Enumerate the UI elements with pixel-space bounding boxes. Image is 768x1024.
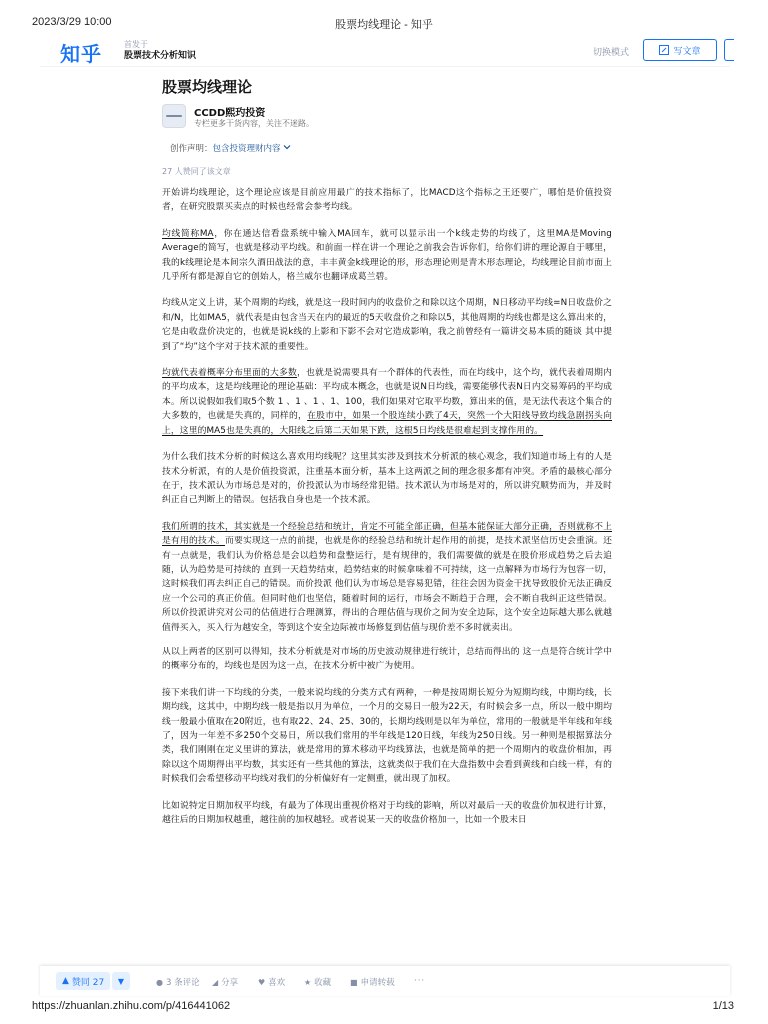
like-button[interactable] [258, 976, 285, 988]
cut-off-button[interactable] [724, 39, 734, 61]
write-article-label: 写文章 [673, 46, 701, 57]
likes-summary: 27 人赞同了该文章 [162, 167, 231, 176]
print-header [0, 0, 768, 38]
chevron-down-icon[interactable] [283, 143, 291, 151]
share-icon: ◢ [212, 977, 219, 987]
share-label: 分享 [221, 978, 239, 988]
triangle-down-icon: ▼ [117, 976, 125, 986]
comments-label: 3 条评论 [165, 978, 200, 988]
mode-switch-button[interactable]: 切换模式 [593, 48, 630, 58]
topbar-divider [40, 66, 730, 67]
write-article-button[interactable] [643, 39, 717, 61]
top-bar [40, 38, 730, 66]
paragraph-text: 比如说特定日期加权平均线，有最为了体现出重视价格对于均线的影响，所以对最后一天的收 [162, 800, 532, 811]
highlight-text: 均就代表着概率分布里面的大多数 [162, 368, 298, 379]
like-label: 喜欢 [268, 978, 286, 988]
star-icon: ★ [304, 977, 312, 987]
heart-icon: ♥ [258, 977, 266, 987]
share-button[interactable] [212, 976, 238, 988]
paragraph-9 [162, 799, 612, 828]
paragraph-7: 从以上两者的区别可以得知，技术分析就是对市场的历史波动规律进行统计，总结而得出的 这一点是符合统计学中的概率分布的，均线也是因为这一点，在技术分析中被广为使用。 [162, 646, 612, 672]
favorite-label: 收藏 [314, 978, 332, 988]
paragraph-text: 而要实现这一点的前提，也就是你的经验总结和统计起作用的前提，是技术派坚信历史会重演。还有一点就是，我们认为价格总是会以趋势和盘整运行，是有规律的，我们需要做的就是在股价形成趋势之后去追随，认为趋势是可持续的 直到一天趋势结束，趋势结束的时候拿味着不可持续，这一点解释为市场行为包容一切，这时候我们再去纠正自己的错误。而价投派 他们认为市场总是容易犯错，往往会因为资金干扰导致股价无法正确反应一个公司的真正价值。但同时他们也坚信，随着时间的运行，市场会不断趋于合理，会不断自我纠正这些错误。所以价投派讲究对公司的估值进行合理测算，得出的合理估值与现价之间为安全边际，这个安全边际越大那么就越值得买入，买入行为越安全，等到这个安全边际被市场修复到估值与现价差不多时就卖出。 [162, 536, 612, 633]
highlight-text: 在股市中，如果一个股连续小跌了4天，突然一个大阳线导致均线急剧拐头向上，这里的MA5也是失真的，大阳线之后第二天如果下跌，这根5日均线是很难起到支撑作用的。 [162, 411, 612, 436]
highlight-text: 我们所谓的技术，其实就是一个经验总结和统计，肯定不可能全部正确，但基本能保证大部分正确，否则就称不上是有用的技术。 [162, 521, 612, 547]
declaration-value[interactable]: 包含投资理财内容 [212, 144, 281, 154]
paragraph-3: 均线从定义上讲，某个周期的均线，就是这一段时间内的收盘价之和除以这个周期，N日移动平均线=N日收盘价之和/N，比如MA5，就代表是由包含当天在内的最近的5天收盘价之和除以5，其他周期的均线也都是这么算出来的，它是由收盘价决定的，也就是说k线的上影和下影不会对它造成影响，我之前曾经有一篇讲交易本质的随谈 其中提到了“均”这个字对于技术派的重要性。 [162, 298, 612, 352]
paragraph-6 [162, 520, 612, 635]
author-avatar[interactable] [162, 104, 186, 128]
print-url: https://zhuanlan.zhihu.com/p/416441062 [32, 1000, 231, 1012]
triangle-up-icon: ▲ [62, 976, 69, 986]
author-bio: 专栏更多干货内容，关注不迷路。 [194, 119, 314, 128]
repost-label: 申请转载 [360, 978, 395, 988]
author-name[interactable]: CCDD熙玓投资 [194, 108, 266, 119]
repost-request-button[interactable] [350, 976, 395, 988]
highlight-text: 均线简称MA [162, 228, 214, 239]
paragraph-2 [162, 227, 612, 285]
article-title: 股票均线理论 [162, 78, 253, 96]
print-doc-title: 股票均线理论 - 知乎 [335, 19, 433, 31]
paragraph-4 [162, 366, 612, 438]
vote-up-button[interactable] [56, 972, 110, 990]
paragraph-1: 开始讲均线理论，这个理论应该是目前应用最广的技术指标了，比MACD这个指标之王还要广，哪怕是价值投资者，在研究股票买卖点的时候也经常会参考均线。 [162, 188, 612, 213]
comments-button[interactable] [156, 976, 200, 988]
column-info[interactable] [124, 40, 196, 62]
column-prefix: 首发于 [124, 40, 148, 49]
declaration-label: 创作声明： [170, 144, 213, 154]
comment-icon: ● [156, 977, 163, 987]
creation-declaration [170, 142, 291, 154]
paragraph-5: 为什么我们技术分析的时候这么喜欢用均线呢？这里其实涉及到技术分析派的核心观念，我们知道市场上有的人是技术分析派，有的人是价值投资派，注重基本面分析，基本上这两派之间的理念很多都有冲突。矛盾的最核心部分在于，技术派认为市场总是对的，价投派认为市场经常犯错。技术派认为市场是对的，所以讲究顺势而为，并及时纠正自己判断上的错误。包括我自身也是一个技术派。 [162, 452, 612, 506]
favorite-button[interactable] [304, 976, 331, 988]
paragraph-text: 盘价加权进行计算，越往后的日期加权越重，越往前的加权越轻。或者说某一天的收盘价格加一，比如一个股末日 [162, 800, 612, 826]
paragraph-text: ，也就是说需要具有一个群体的代表性，而在均线中，这个均，就代表着周期内的平均成本，这是均线理论的理论基础：平均成本概念，也就是说N日均线，需要能够代表N日内交易筹码的平均成本。所以说假如我们取5个数 1 、1 、1 、1、100，我们如果对它取平均数，算出来的值，是无法代表这个集合的大多数的，也就是失真的，同样的， [162, 368, 612, 422]
vote-up-label: 赞同 27 [71, 977, 105, 988]
copyright-icon: ■ [350, 977, 358, 987]
zhihu-logo[interactable]: 知乎 [60, 42, 102, 66]
print-page-number: 1/13 [712, 1000, 734, 1012]
article-action-bar [40, 966, 730, 996]
paragraph-text: ，你在通达信看盘系统中输入MA回车，就可以显示出一个k线走势的均线了，这里MA是Moving Average的简写，也就是移动平均线。和前面一样在讲一个理论之前我会告诉你们，给你们讲的理论源自于哪里，我的k线理论是本间宗久酒田战法的意，丰丰黄金k线理论的形，形态理论则是青木形态理论，均线理论目前市面上几乎所有都是源自它的创始人，格兰威尔也翻译成葛兰碧。 [162, 228, 612, 283]
vote-down-button[interactable] [112, 972, 130, 990]
paragraph-8: 接下来我们讲一下均线的分类，一般来说均线的分类方式有两种，一种是按周期长短分为短期均线，中期均线，长期均线，这其中，中期均线一般是指以月为单位，一个月的交易日一般为22天，有时候会多一点，所以一般中期均线一般最小值取在20附近，也有取22、24、25、30的，长期均线则是以年为单位，常用的一般就是半年线和年线了，因为一年差不多250个交易日，所以我们常用的半年线是120日线，年线为250日线。另一种则是根据算法分类，我们刚刚在定义里讲的算法，就是常用的算术移动平均线算法，也就是简单的把一个周期内的收盘价相加，再除以这个周期得出平均数，其实还有一些其他的算法，这就类似于我们在大盘指数中会看到黄线和白线一样，有的时候我们会希望移动平均线对我们的分析偏好有一定侧重，就出现了加权。 [162, 687, 612, 785]
column-name[interactable]: 股票技术分析知识 [124, 51, 197, 61]
edit-icon [659, 45, 669, 55]
print-datetime: 2023/3/29 10:00 [32, 16, 112, 28]
more-options-button[interactable]: ··· [414, 976, 426, 986]
article-body [162, 186, 612, 839]
